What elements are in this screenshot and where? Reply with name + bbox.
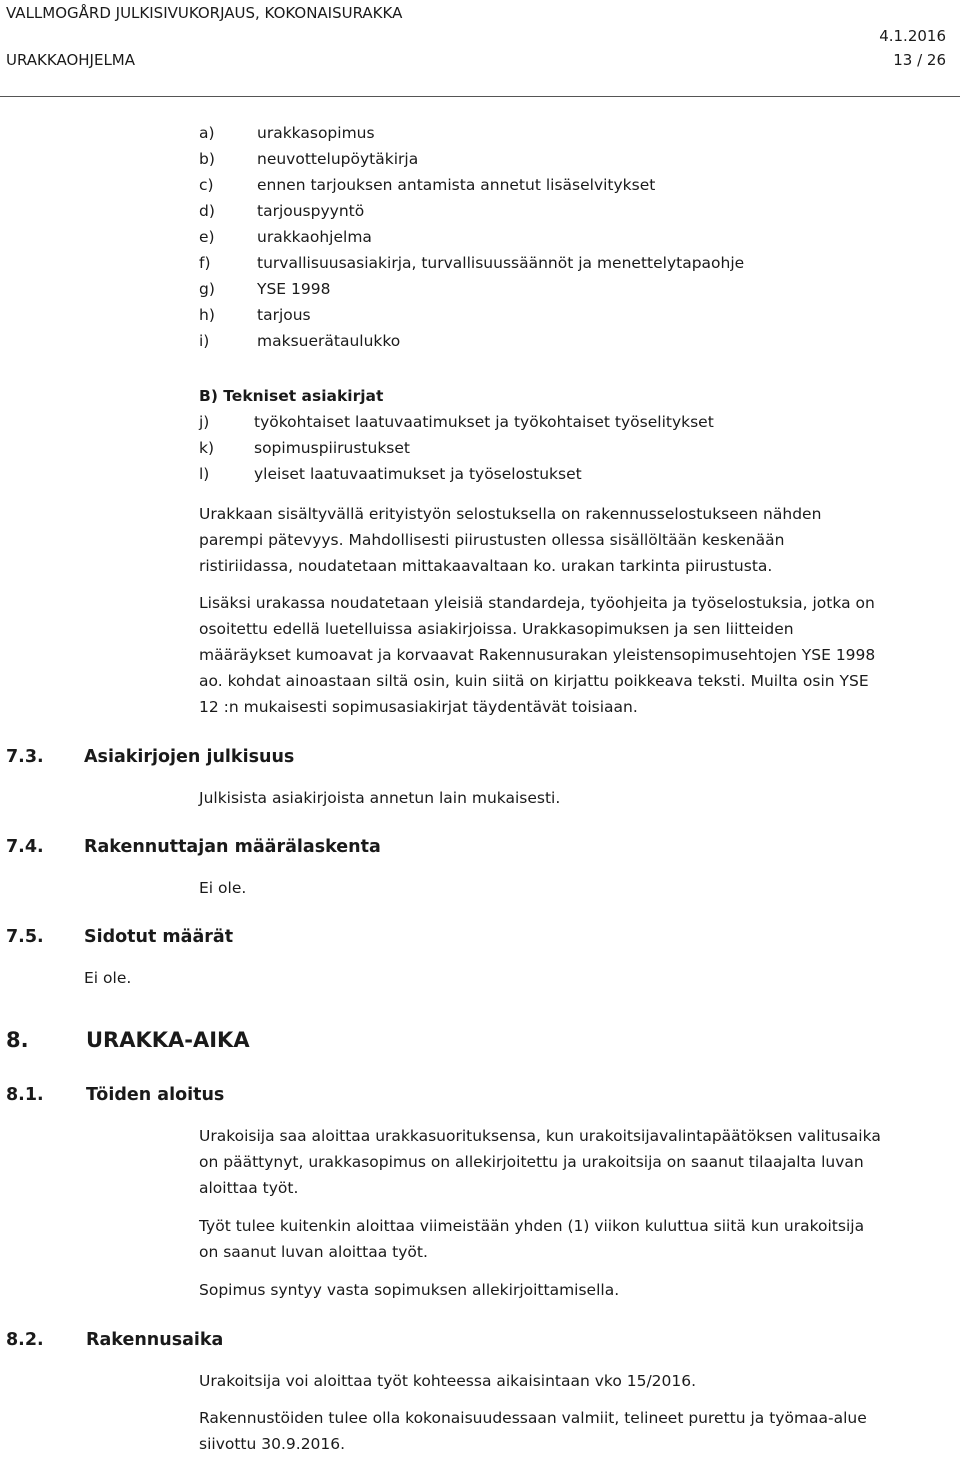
header-page-number: 13 / 26	[893, 51, 946, 69]
paragraph-8-2-completion: Rakennustöiden tulee olla kokonaisuudessaan valmiit, telineet purettu ja työmaa-alue siivottu 30.9.2016.	[199, 1409, 867, 1453]
heading-8-1: 8.1. Töiden aloitus	[6, 1085, 225, 1105]
list-item: k) sopimuspiirustukset	[199, 439, 410, 457]
list-item: j) työkohtaiset laatuvaatimukset ja työkohtaiset työselitykset	[199, 413, 714, 431]
list-item: i) maksuerätaulukko	[199, 332, 401, 350]
text-7-4: Ei ole.	[199, 879, 247, 897]
list-item: a) urakkasopimus	[199, 124, 375, 142]
header-date: 4.1.2016	[879, 27, 946, 45]
paragraph-precedence: Urakkaan sisältyvällä erityistyön selostuksella on rakennusselostukseen nähden parempi pätevyys. Mahdollisesti piirustusten ollessa sisällöltään keskenään ristiriidassa, noudatetaan mittakaavaltaan ko. urakan tarkinta piirustusta.	[199, 505, 822, 575]
header-rule	[0, 96, 960, 97]
heading-8-2: 8.2. Rakennusaika	[6, 1330, 224, 1350]
text-7-3: Julkisista asiakirjoista annetun lain mukaisesti.	[199, 789, 561, 807]
heading-7-4: 7.4. Rakennuttajan määrälaskenta	[6, 837, 381, 857]
document-list-a	[199, 120, 744, 354]
paragraph-8-1-start: Urakoisija saa aloittaa urakkasuorituksensa, kun urakoitsijavalintapäätöksen valitusaika on päättynyt, urakkasopimus on allekirjoitettu ja urakoitsija on saanut tilaajalta luvan aloittaa työt.	[199, 1127, 881, 1197]
header-project-title: VALLMOGÅRD JULKISIVUKORJAUS, KOKONAISURAKKA	[6, 4, 403, 22]
list-item: e) urakkaohjelma	[199, 228, 372, 246]
technical-documents-section	[199, 383, 714, 487]
header-doc-title: URAKKAOHJELMA	[6, 51, 136, 69]
paragraph-standards: Lisäksi urakassa noudatetaan yleisiä standardeja, työohjeita ja työselostuksia, jotka on osoitettu edellä luetelluissa asiakirjoissa. Urakkasopimuksen ja sen liitteiden määräykset kumoavat ja korvaavat Rakennusurakan yleistensopimusehtojen YSE 1998 ao. kohdat ainoastaan siltä osin, kuin siitä on kirjattu poikkeava teksti. Muilta osin YSE 12 :n mukaisesti sopimusasiakirjat täydentävät toisiaan.	[199, 594, 876, 716]
paragraph-8-1-contract: Sopimus syntyy vasta sopimuksen allekirjoittamisella.	[199, 1281, 620, 1299]
paragraph-8-1-deadline: Työt tulee kuitenkin aloittaa viimeistään yhden (1) viikon kuluttua siitä kun urakoitsija on saanut luvan aloittaa työt.	[199, 1217, 865, 1261]
text-7-5: Ei ole.	[84, 969, 132, 987]
list-item: h) tarjous	[199, 306, 311, 324]
list-item: c) ennen tarjouksen antamista annetut lisäselvitykset	[199, 176, 656, 194]
section-b-title: B) Tekniset asiakirjat	[199, 387, 384, 405]
list-item: l) yleiset laatuvaatimukset ja työselostukset	[199, 465, 582, 483]
paragraph-8-2-start: Urakoitsija voi aloittaa työt kohteessa aikaisintaan vko 15/2016.	[199, 1372, 697, 1390]
heading-8: 8. URAKKA-AIKA	[6, 1028, 250, 1052]
list-item: d) tarjouspyyntö	[199, 202, 365, 220]
heading-7-5: 7.5. Sidotut määrät	[6, 927, 234, 947]
list-item: g) YSE 1998	[199, 280, 331, 298]
heading-7-3: 7.3. Asiakirjojen julkisuus	[6, 747, 295, 767]
list-item: b) neuvottelupöytäkirja	[199, 150, 419, 168]
list-item: f) turvallisuusasiakirja, turvallisuussäännöt ja menettelytapaohje	[199, 254, 745, 272]
